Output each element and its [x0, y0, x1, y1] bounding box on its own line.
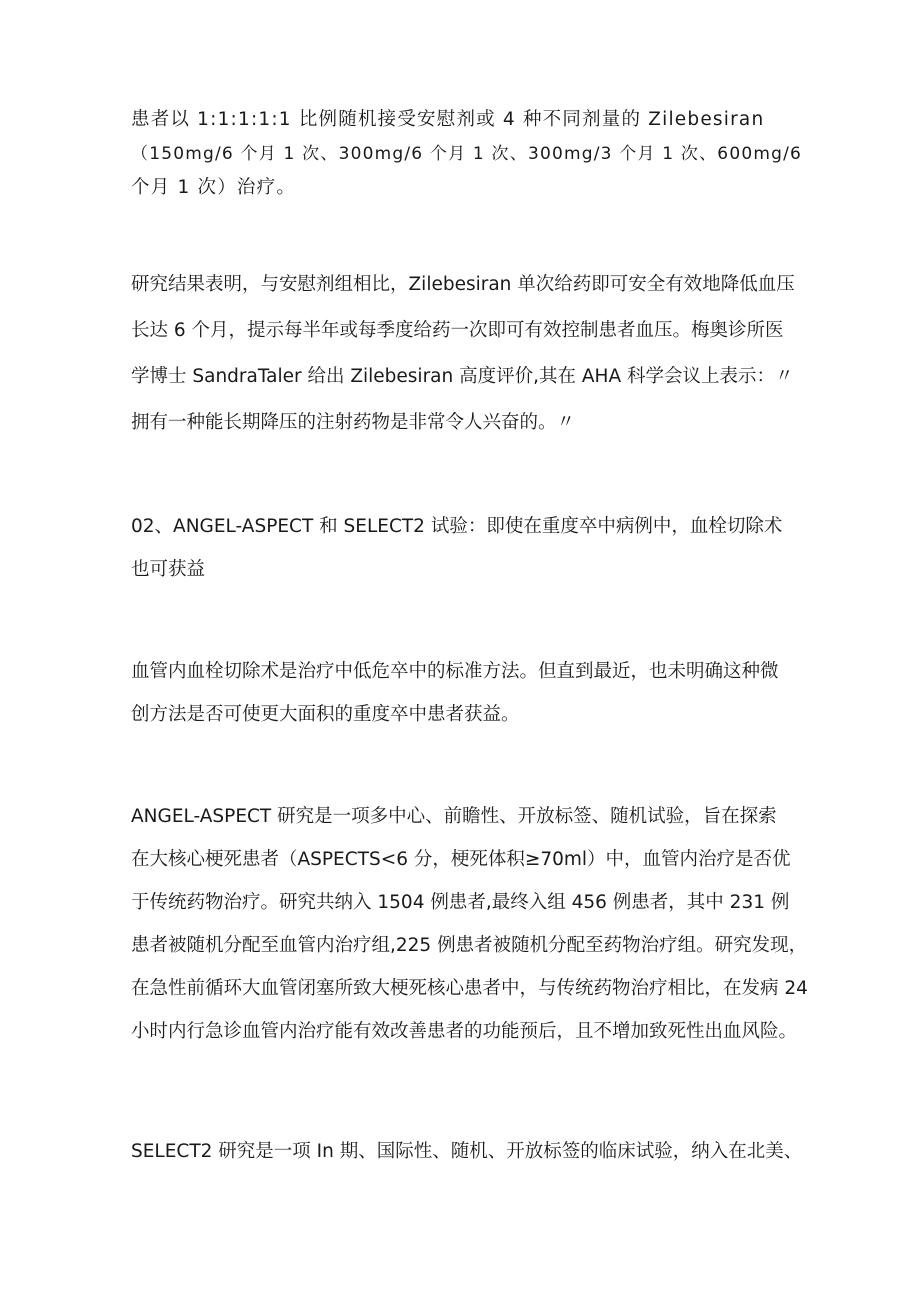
paragraph-results	[131, 262, 811, 446]
text-line: 研究结果表明，与安慰剂组相比，Zilebesiran 单次给药即可安全有效地降低血压	[131, 274, 795, 295]
paragraph-select2	[131, 1130, 811, 1173]
text-line: 长达 6 个月，提示每半年或每季度给药一次即可有效控制患者血压。梅奥诊所医	[131, 320, 784, 341]
text-line: ANGEL-ASPECT 研究是一项多中心、前瞻性、开放标签、随机试验，旨在探索	[131, 806, 777, 827]
text-line: 小时内行急诊血管内治疗能有效改善患者的功能预后，且不增加致死性出血风险。	[131, 1021, 798, 1042]
text-line: 在急性前循环大血管闭塞所致大梗死核心患者中，与传统药物治疗相比，在发病 24	[131, 978, 808, 999]
text-line: 患者以 1:1:1:1:1 比例随机接受安慰剂或 4 种不同剂量的 Zilebesiran	[131, 109, 765, 130]
paragraph-dosing	[131, 103, 811, 205]
text-line: SELECT2 研究是一项 In 期、国际性、随机、开放标签的临床试验，纳入在北美、	[131, 1141, 803, 1162]
text-line: 血管内血栓切除术是治疗中低危卒中的标准方法。但直到最近，也未明确这种微	[131, 661, 779, 682]
text-line: 创方法是否可使更大面积的重度卒中患者获益。	[131, 704, 520, 725]
text-line: 个月 1 次）治疗。	[131, 177, 297, 198]
text-line: 在大核心梗死患者（ASPECTS<6 分，梗死体积≥70ml）中，血管内治疗是否优	[131, 849, 791, 870]
text-line: 拥有一种能长期降压的注射药物是非常令人兴奋的。〃	[131, 412, 576, 433]
text-line: 也可获益	[131, 559, 206, 580]
text-line: 于传统药物治疗。研究共纳入 1504 例患者,最终入组 456 例患者，其中 231 例	[131, 892, 790, 913]
text-line: 患者被随机分配至血管内治疗组,225 例患者被随机分配至药物治疗组。研究发现，	[131, 935, 808, 956]
text-line: 02、ANGEL-ASPECT 和 SELECT2 试验：即使在重度卒中病例中，血栓切除术	[131, 516, 783, 537]
text-line: （150mg/6 个月 1 次、300mg/6 个月 1 次、300mg/3 个月 1 次、600mg/6	[131, 144, 803, 164]
text-line: 学博士 SandraTaler 给出 Zilebesiran 高度评价,其在 AHA 科学会议上表示：〃	[131, 366, 794, 387]
paragraph-thrombectomy-intro	[131, 650, 811, 736]
section-heading	[131, 505, 811, 591]
paragraph-angel-aspect	[131, 795, 811, 1053]
